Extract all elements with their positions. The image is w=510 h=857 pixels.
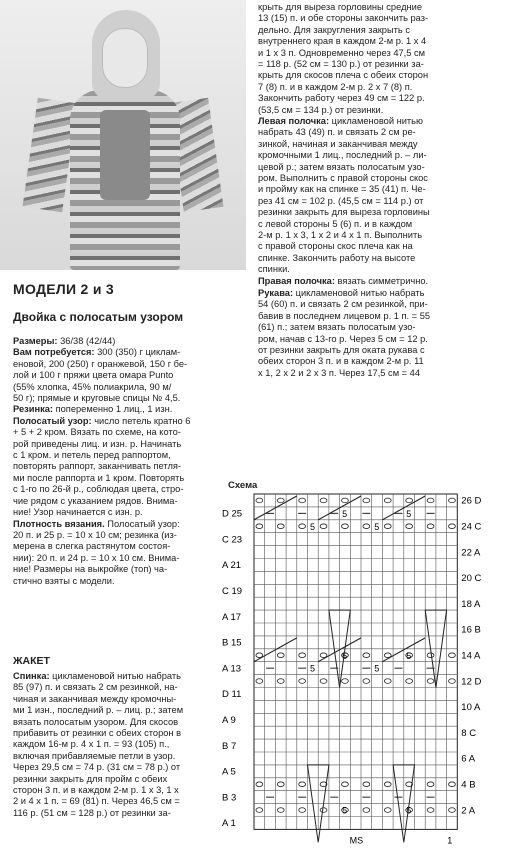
spec-line: Резинка: попеременно 1 лиц., 1 изн. [13,404,173,415]
row-label-left: B 7 [222,740,237,752]
back-line: прибавить от резинки с обеих сторон в [13,728,182,739]
row-label-left: B 3 [222,792,237,804]
spec-line: Полосатый узор: число петель кратно 6 [13,415,191,426]
number-mark: 5 [310,521,316,532]
text-line: крыть для скосов плеча с обеих сторон [258,70,429,81]
row-label-right: 18 A [461,598,481,610]
right-shelf-text [258,276,428,287]
row-label-left: D 25 [222,508,243,520]
spec-line: ние! Узор начинается с изн. р. [13,507,143,518]
row-label-right: 14 A [461,650,481,662]
text-line: Закончить работу через 49 см = 122 р. [258,93,425,104]
row-label-left: A 5 [222,766,236,778]
row-label-right: 4 B [461,779,476,791]
left-shelf-line: кромочными 1 лиц., последний р. – ли- [258,150,427,161]
row-label-left: C 23 [222,534,243,546]
left-shelf-line: ром. Выполнить с правой стороны скос [258,173,428,184]
model-photo [0,0,246,270]
spec-label: Вам потребуется: [13,347,95,358]
number-mark: 5 [374,521,380,532]
left-shelf-line: с правой стороны скос плеча как на [258,241,413,252]
number-mark: 5 [342,650,348,661]
text-line: дельно. Для закругления закрыть с [258,24,410,35]
left-shelf-line: спинке. Закончить работу на высоте [258,252,416,263]
left-shelf-line: резинки закрыть для выреза горловины [258,207,430,218]
row-label-left: D 11 [222,689,242,701]
back-line: 116 р. (51 см = 128 р.) от резинки за- [13,807,171,818]
number-mark: 5 [342,508,348,519]
left-shelf-line: 2-м р. 1 х 3, 1 х 2 и 4 х 1 п. Выполнить [258,230,423,241]
footer-1: 1 [447,835,453,846]
spec-line: ние! Размеры на выкройке (топ) ча- [13,564,168,575]
left-column-text [13,336,190,587]
row-label-left: A 13 [222,663,242,675]
row-label-right: 22 A [461,547,481,559]
spec-line: стично взяты с модели. [13,575,115,586]
text-line: 13 (15) п. и обе стороны закончить раз- [258,13,429,24]
spec-label: Плотность вязания. [13,518,105,529]
number-mark: 5 [406,650,412,661]
sleeve-text [258,288,430,379]
right-shelf-body: вязать симметрично. [334,276,429,286]
spec-line: лой и 100 г пряжи цвета омара Punto [13,370,174,381]
back-line: 2 и 4 х 1 п. = 69 (81) п. Через 46,5 см = [13,796,180,807]
spec-label: Размеры: [13,336,58,346]
back-text [13,671,183,819]
footer-ms: MS [349,835,364,846]
number-mark: 5 [406,508,412,519]
number-mark: 5 [342,805,348,816]
spec-line: мерена в слегка растянутом состоя- [13,541,171,552]
back-line: резинки закрыть для пройм с обеих [13,773,168,784]
row-label-right: 10 A [461,702,481,714]
spec-line: 50 г); прямые и круговые спицы № 4,5. [13,393,181,404]
back-line: сторон 3 п. и в каждом 2-м р. 1 х 3, 1 х [13,785,179,796]
left-shelf-line: Левая полочка: цикламеновой нитью [258,116,423,126]
knitting-chart [222,492,484,854]
row-label-right: 6 A [461,753,476,765]
back-line: включая прибавляемые петли в узор. [13,750,176,761]
sleeve-line: ром, начав с 13-го р. Через 5 см = 12 р. [258,333,428,344]
back-line: чиная и заканчивая между кромочны- [13,693,177,704]
sleeve-line: от резинки закрыть для оката рукава с [258,345,425,356]
row-label-left: A 1 [222,818,236,830]
left-shelf-line: спинки. [258,264,290,275]
row-label-left: A 21 [222,560,242,572]
right-shelf-label: Правая полочка: [258,276,335,286]
text-line: и 1 х 3 п. Одновременно через 47,5 см [258,47,426,58]
spec-line: еновой, 200 (250) г оранжевой, 150 г бе- [13,358,188,369]
row-label-left: A 9 [222,714,236,726]
back-line: ми 1 изн., последний р. – лиц. р.; затем [13,705,184,716]
row-label-right: 12 D [461,676,482,688]
sleeve-line: обеих сторон 3 п. и в каждом 2-м р. 11 [258,356,424,367]
spec-line: с 1-го по 26-й р., соблюдая цвета, стро- [13,484,184,495]
left-shelf-line: набрать 43 (49) п. и связать 2 см ре- [258,127,416,138]
sleeve-line: х 1, 2 х 2 и 2 х 3 п. Через 17,5 см = 44 [258,367,421,378]
row-label-right: 8 C [461,727,477,739]
back-line: Спинка: цикламеновой нитью набрать [13,671,181,681]
row-label-right: 2 A [461,805,476,817]
row-label-right: 20 C [461,573,482,585]
spec-line: чие рядом с указанием рядов. Внима- [13,495,178,506]
spec-line: Размеры: 36/38 (42/44) [13,336,116,346]
model-subtitle: Двойка с полосатым узором [13,310,184,324]
text-line: (53,5 см = 134 р.) от резинки. [258,104,384,115]
sleeve-line: Рукава: цикламеновой нитью набрать [258,288,425,298]
scheme-title: Схема [228,480,258,491]
spec-line: рой приведены лиц. и изн. р. Начинать [13,438,182,449]
text-line: внутреннего края в каждом 2-м р. 1 х 4 [258,36,427,47]
jacket-title: ЖАКЕТ [13,655,50,667]
left-shelf-line: с левой стороны 5 (6) п. и в каждом [258,218,413,229]
text-line: = 118 р. (52 см = 130 р.) от резинки за- [258,59,424,70]
back-line: 85 (97) п. и связать 2 см резинкой, на- [13,682,178,693]
row-label-right: 24 C [461,521,482,533]
spec-line: (55% хлопка, 45% полиакрила, 90 м/ [13,381,172,392]
left-shelf-line: зинкой, начиная и заканчивая между [258,138,418,149]
spec-line: с 1 кром. и петель перед раппортом, [13,450,171,461]
number-mark: 5 [374,663,380,674]
face-shape [102,28,148,88]
number-mark: 5 [406,805,412,816]
row-label-right: 16 B [461,624,481,636]
number-mark: 5 [310,663,316,674]
spec-label: Полосатый узор: [13,415,92,426]
spec-line: 20 п. и 25 р. = 10 х 10 см; резинка (из- [13,529,177,540]
back-line: вязать полосатым узором. Для скосов [13,716,179,727]
sleeve-line: (61) п.; затем вязать полосатым узо- [258,322,416,333]
model-title: МОДЕЛИ 2 и 3 [13,281,115,297]
sleeve-line: 54 (60) п. и связать 2 см резинкой, при- [258,299,428,310]
text-line: 7 (8) п. и в каждом 2-м р. 2 х 7 (8) п. [258,81,413,92]
row-label-left: C 19 [222,585,243,597]
spec-line: нии): 20 п. и 24 р. = 10 х 10 см. Внима- [13,552,180,563]
sleeve-label: Рукава: [258,288,294,298]
right-top-text [258,2,428,116]
spec-line: ми после раппорта и 1 кром. Повторять [13,472,185,483]
left-shelf-text [258,116,430,276]
row-label-left: B 15 [222,637,242,649]
left-shelf-line: и пройму как на спинке = 35 (41) п. Че- [258,184,426,195]
back-line: Через 29,5 см = 74 р. (31 см = 78 р.) от [13,762,181,773]
left-shelf-line: цевой р.; затем вязать полосатым узо- [258,161,425,172]
row-label-right: 26 D [461,495,482,507]
sleeve-line: бавив в последнем лицевом р. 1 п. = 55 [258,310,431,321]
back-label: Спинка: [13,671,50,681]
spec-line: Вам потребуется: 300 (350) г циклам- [13,347,181,358]
top-shape [100,110,150,200]
spec-label: Резинка: [13,404,54,415]
spec-line: + 5 + 2 кром. Вязать по схеме, на кото- [13,427,181,438]
left-shelf-line: рез 41 см = 102 р. (45,5 см = 114 р.) от [258,195,424,206]
back-line: каждом 16-м р. 4 х 1 п. = 93 (105) п., [13,739,170,750]
text-line: крыть для выреза горловины средние [258,2,422,12]
spec-line: повторять раппорт, заканчивать петля- [13,461,182,472]
spec-line: Плотность вязания. Полосатый узор: [13,518,180,529]
left-shelf-label: Левая полочка: [258,116,330,126]
row-label-left: A 17 [222,611,242,623]
